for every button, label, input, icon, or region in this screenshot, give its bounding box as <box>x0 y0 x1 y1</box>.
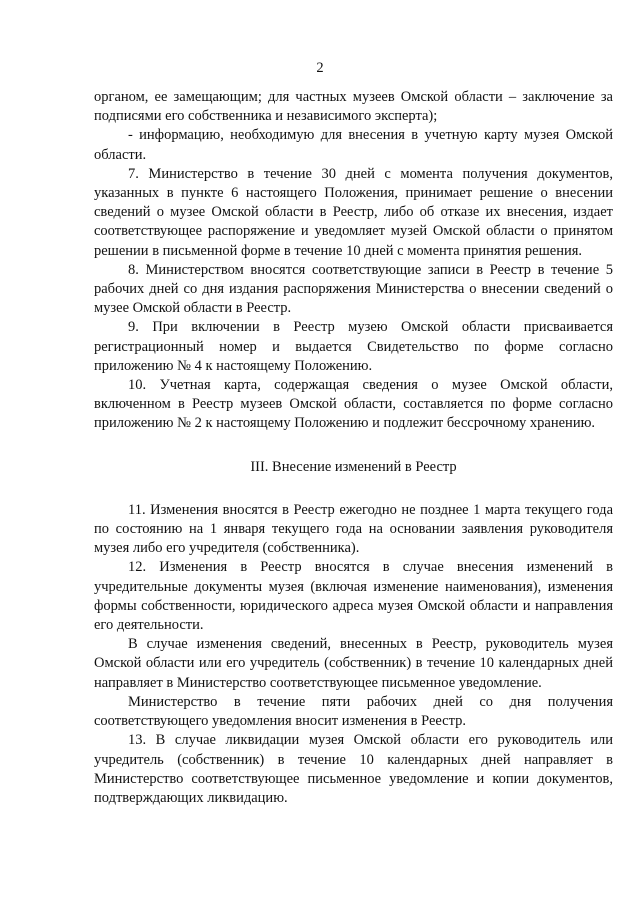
paragraph-info-bullet: - информацию, необходимую для внесения в учетную карту музея Омской области. <box>94 127 613 163</box>
paragraph-11: 11. Изменения вносятся в Реестр ежегодно не позднее 1 марта текущего года по состоянию на 1 января текущего года на основании заявления руководителя музея либо его учредителя (собственника). <box>94 501 613 557</box>
section-heading: III. Внесение изменений в Реестр <box>250 458 457 475</box>
page-number: 2 <box>316 60 324 76</box>
paragraph-7: 7. Министерство в течение 30 дней с момента получения документов, указанных в пункте 6 настоящего Положения, принимает решение о внесении сведений о музее Омской области в Реестр, либо об отказе их внесения, издает соответствующее распоряжение и уведомляет музей Омской области о принятом решении в письменной форме в течение 10 дней с момента принятия решения. <box>94 165 613 259</box>
paragraph-13: 13. В случае ликвидации музея Омской области его руководитель или учредитель (собственник) в течение 10 календарных дней направляет в Министерство соответствующее письменное уведомление и копии документов, подтверждающих ликвидацию. <box>94 732 613 806</box>
paragraph-continuation: органом, ее замещающим; для частных музеев Омской области – заключение за подписями его собственника и независимого эксперта); <box>94 89 613 125</box>
paragraph-10: 10. Учетная карта, содержащая сведения о музее Омской области, включенном в Реестр музеев Омской области, составляется по форме согласно приложению № 2 к настоящему Положению и подлежит бессрочному хранению. <box>94 377 613 432</box>
paragraph-8: 8. Министерством вносятся соответствующие записи в Реестр в течение 5 рабочих дней со дня издания распоряжения Министерства о внесении сведений о музее Омской области в Реестр. <box>94 261 613 317</box>
paragraph-12: 12. Изменения в Реестр вносятся в случае внесения изменений в учредительные документы музея (включая изменение наименования), изменения формы собственности, юридического адреса музея Омской области и направления его деятельности. <box>94 559 613 634</box>
paragraph-change-notice: В случае изменения сведений, внесенных в Реестр, руководитель музея Омской области или его учредитель (собственник) в течение 10 календарных дней направляет в Министерство соответствующее письменное уведомление. <box>94 636 613 691</box>
paragraph-ministry-update: Министерство в течение пяти рабочих дней со дня получения соответствующего уведомления вносит изменения в Реестр. <box>94 693 613 730</box>
paragraph-9: 9. При включении в Реестр музею Омской области присваивается регистрационный номер и выдается Свидетельство по форме согласно приложению № 4 к настоящему Положению. <box>94 319 613 374</box>
document-body <box>94 88 613 808</box>
